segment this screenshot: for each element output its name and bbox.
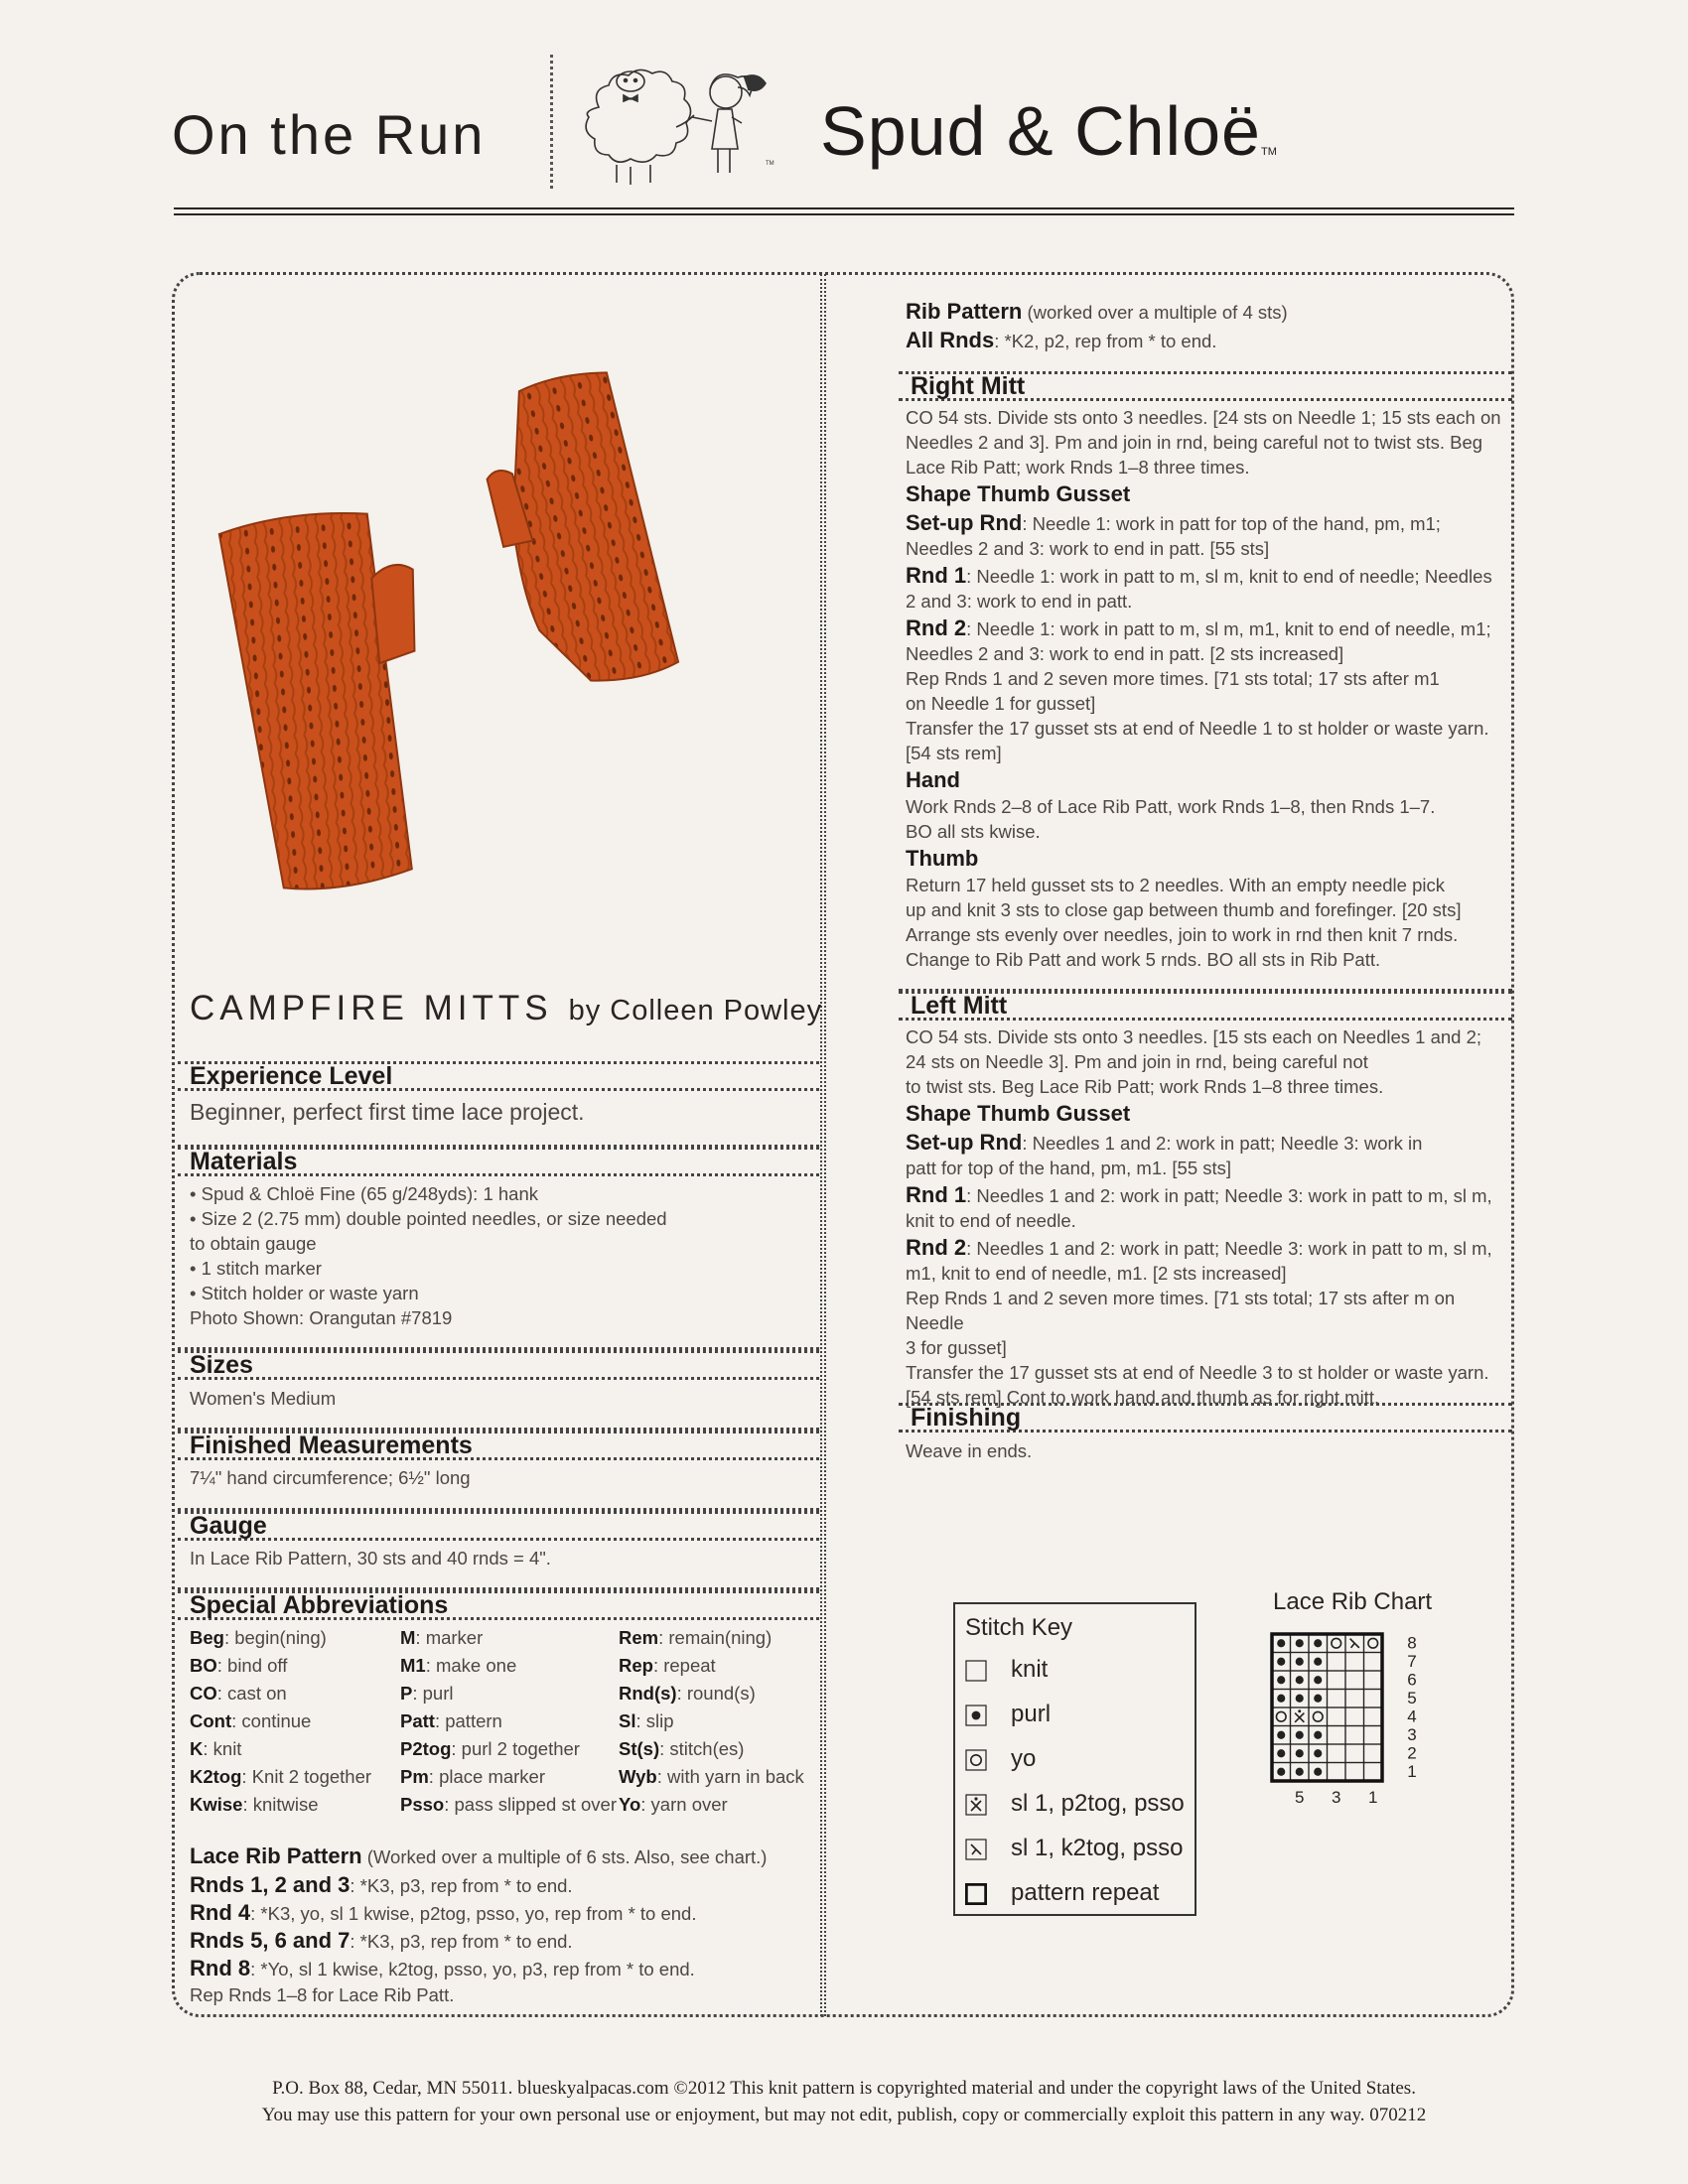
- abbreviation-key: Yo: [619, 1794, 641, 1815]
- rnd-1-text: : Needles 1 and 2: work in patt; Needle 3: work in patt to m, sl m,: [966, 1185, 1492, 1206]
- lace-rib-row-text: : *K3, yo, sl 1 kwise, p2tog, psso, yo, rep from * to end.: [250, 1903, 697, 1924]
- materials-line: • Stitch holder or waste yarn: [190, 1283, 419, 1303]
- lace-rib-row: [190, 1927, 815, 1955]
- lace-rib-row: [190, 1899, 815, 1927]
- instruction-line: CO 54 sts. Divide sts onto 3 needles. [24 sts on Needle 1; 15 sts each on: [906, 407, 1501, 428]
- header-rule: [174, 207, 1514, 215]
- abbreviation-value: : pass slipped st over: [444, 1794, 617, 1815]
- lace-rib-heading: Lace Rib Pattern: [190, 1843, 362, 1868]
- chart-row-label: 1: [1407, 1761, 1417, 1781]
- setup-rnd-text: : Needle 1: work in patt for top of the hand, pm, m1;: [1022, 513, 1441, 534]
- abbreviation-value: : with yarn in back: [656, 1766, 804, 1787]
- abbreviation-key: Rep: [619, 1655, 653, 1676]
- abbreviation-item: [619, 1763, 804, 1791]
- abbreviation-key: P2tog: [400, 1738, 452, 1759]
- materials-line: • Size 2 (2.75 mm) double pointed needles, or size needed: [190, 1208, 667, 1229]
- thumb-heading: Thumb: [906, 846, 979, 871]
- chart-cell-purl: [1309, 1763, 1328, 1782]
- abbreviation-key: P: [400, 1683, 413, 1704]
- abbreviation-value: : round(s): [676, 1683, 756, 1704]
- chart-cell-purl: [1291, 1653, 1310, 1672]
- chart-cell-purl: [1291, 1763, 1310, 1782]
- abbreviation-key: K: [190, 1738, 204, 1759]
- abbreviation-item: [190, 1707, 311, 1735]
- abbreviation-item: [400, 1624, 483, 1652]
- abbreviation-item: [190, 1791, 319, 1819]
- materials-line: • Spud & Chloë Fine (65 g/248yds): 1 hank: [190, 1183, 538, 1204]
- abbreviation-value: : place marker: [428, 1766, 546, 1787]
- abbreviation-item: [400, 1680, 453, 1707]
- lace-rib-row-label: Rnd 4: [190, 1900, 251, 1925]
- abbreviation-key: M: [400, 1627, 416, 1648]
- instruction-line: Rep Rnds 1 and 2 seven more times. [71 sts total; 17 sts after m1: [906, 668, 1440, 689]
- chart-cell-sl1-k2tog-psso: [1345, 1634, 1364, 1653]
- footer-line-2: You may use this pattern for your own personal use or enjoyment, but may not edit, publish, copy or commercially exploit this pattern in any way. 070212: [261, 2105, 1427, 2125]
- instruction-line: patt for top of the hand, pm, m1. [55 sts]: [906, 1158, 1232, 1178]
- shape-thumb-gusset-heading: Shape Thumb Gusset: [906, 1101, 1131, 1126]
- abbreviation-value: : yarn over: [640, 1794, 728, 1815]
- abbreviation-item: [619, 1735, 744, 1763]
- abbreviation-value: : purl 2 together: [451, 1738, 580, 1759]
- abbreviation-item: [400, 1707, 502, 1735]
- stitch-key-title: Stitch Key: [965, 1614, 1073, 1641]
- pattern-name: CAMPFIRE MITTS: [190, 989, 553, 1027]
- abbreviation-value: : make one: [425, 1655, 517, 1676]
- lace-rib-pattern: [190, 1843, 815, 2008]
- instruction-line: up and knit 3 sts to close gap between thumb and forefinger. [20 sts]: [906, 899, 1462, 920]
- pattern-repeat-symbol-icon: [965, 1883, 987, 1905]
- finished-heading: Finished Measurements: [178, 1431, 819, 1460]
- right-mitt-heading: Right Mitt: [899, 371, 1512, 401]
- instruction-line: Work Rnds 2–8 of Lace Rib Patt, work Rnds 1–8, then Rnds 1–7.: [906, 796, 1436, 817]
- abbreviation-key: Rem: [619, 1627, 659, 1648]
- abbreviation-item: [190, 1652, 287, 1680]
- abbreviation-key: Beg: [190, 1627, 224, 1648]
- knit-symbol-icon: [965, 1660, 987, 1682]
- abbreviation-value: : bind off: [216, 1655, 288, 1676]
- abbreviation-value: : slip: [635, 1710, 674, 1731]
- instruction-line: [54 sts rem]: [906, 743, 1002, 763]
- abbreviation-key: Wyb: [619, 1766, 657, 1787]
- lace-rib-row-label: Rnd 8: [190, 1956, 251, 1980]
- chart-cell-purl: [1309, 1744, 1328, 1763]
- instruction-line: Needles 2 and 3]. Pm and join in rnd, being careful not to twist sts. Beg: [906, 432, 1483, 453]
- experience-text: Beginner, perfect first time lace project.: [190, 1099, 585, 1125]
- mitts-photo: [213, 352, 789, 938]
- setup-rnd-label: Set-up Rnd: [906, 1130, 1023, 1155]
- chart-cell-sl1-p2tog-psso: [1291, 1707, 1310, 1726]
- rnd-2-label: Rnd 2: [906, 1235, 967, 1260]
- instruction-line: Lace Rib Patt; work Rnds 1–8 three times.: [906, 457, 1250, 478]
- chart-row-label: 3: [1407, 1724, 1417, 1744]
- chart-cell-purl: [1291, 1671, 1310, 1690]
- abbreviation-key: K2tog: [190, 1766, 242, 1787]
- chart-title: Lace Rib Chart: [1273, 1588, 1433, 1615]
- chart-row-label: 5: [1407, 1688, 1417, 1707]
- abbreviation-value: : knit: [203, 1738, 242, 1759]
- chart-cell-purl: [1291, 1744, 1310, 1763]
- abbreviation-value: : pattern: [434, 1710, 502, 1731]
- chart-cell-knit: [1364, 1690, 1383, 1708]
- instruction-line: 2 and 3: work to end in patt.: [906, 591, 1133, 612]
- setup-rnd-instruction: [906, 510, 1513, 536]
- abbreviation-value: : begin(ning): [223, 1627, 327, 1648]
- abbreviation-key: Patt: [400, 1710, 435, 1731]
- instruction-line: Change to Rib Patt and work 5 rnds. BO all sts in Rib Patt.: [906, 949, 1381, 970]
- abbreviation-value: : marker: [415, 1627, 484, 1648]
- abbreviation-value: : repeat: [652, 1655, 716, 1676]
- chart-cell-knit: [1345, 1690, 1364, 1708]
- chart-cell-knit: [1328, 1744, 1346, 1763]
- materials-list: [190, 1181, 667, 1330]
- instruction-line: Arrange sts evenly over needles, join to work in rnd then knit 7 rnds.: [906, 924, 1459, 945]
- chart-cell-knit: [1364, 1763, 1383, 1782]
- chart-cell-knit: [1345, 1763, 1364, 1782]
- abbreviation-key: Psso: [400, 1794, 445, 1815]
- chart-cell-purl: [1291, 1634, 1310, 1653]
- instruction-line: [54 sts rem] Cont to work hand and thumb as for right mitt.: [906, 1387, 1380, 1408]
- rib-heading: Rib Pattern: [906, 299, 1023, 324]
- abbreviation-item: [190, 1763, 371, 1791]
- chart-cell-knit: [1345, 1653, 1364, 1672]
- series-title: On the Run: [172, 103, 487, 166]
- abbreviation-item: [400, 1735, 580, 1763]
- chart-cell-knit: [1364, 1707, 1383, 1726]
- gauge-text: In Lace Rib Pattern, 30 sts and 40 rnds = 4".: [190, 1548, 551, 1569]
- instruction-line: CO 54 sts. Divide sts onto 3 needles. [15 sts each on Needles 1 and 2;: [906, 1026, 1482, 1047]
- abbreviation-key: Cont: [190, 1710, 232, 1731]
- instruction-line: 3 for gusset]: [906, 1337, 1007, 1358]
- rnd-1-label: Rnd 1: [906, 1182, 967, 1207]
- abbreviation-item: [190, 1624, 327, 1652]
- rib-all-rnds-label: All Rnds: [906, 328, 995, 352]
- abbreviation-value: : stitch(es): [659, 1738, 745, 1759]
- sheep-and-girl-logo: [579, 58, 782, 192]
- instruction-line: Needles 2 and 3: work to end in patt. [55 sts]: [906, 538, 1270, 559]
- chart-cell-knit: [1364, 1653, 1383, 1672]
- brand-name: Spud & Chloë: [820, 92, 1261, 170]
- chart-cell-yo: [1272, 1707, 1291, 1726]
- chart-cell-purl: [1272, 1744, 1291, 1763]
- rnd-2-text: : Needles 1 and 2: work in patt; Needle 3: work in patt to m, sl m,: [966, 1238, 1492, 1259]
- instruction-line: Return 17 held gusset sts to 2 needles. With an empty needle pick: [906, 875, 1445, 895]
- stitch-key-label: yo: [1011, 1745, 1037, 1772]
- left-mitt-heading: Left Mitt: [899, 991, 1512, 1021]
- abbreviation-item: [619, 1680, 756, 1707]
- chart-row-label: 6: [1407, 1670, 1417, 1690]
- abbreviation-value: : continue: [231, 1710, 312, 1731]
- instruction-line: BO all sts kwise.: [906, 821, 1041, 842]
- chart-cell-knit: [1345, 1671, 1364, 1690]
- stitch-key-label: knit: [1011, 1656, 1049, 1683]
- instruction-line: to twist sts. Beg Lace Rib Patt; work Rnds 1–8 three times.: [906, 1076, 1384, 1097]
- chart-col-label: 1: [1368, 1788, 1378, 1807]
- abbreviation-item: [619, 1791, 728, 1819]
- rib-note: (worked over a multiple of 4 sts): [1027, 302, 1288, 323]
- finished-text: 7¼" hand circumference; 6½" long: [190, 1467, 471, 1488]
- setup-rnd-label: Set-up Rnd: [906, 510, 1023, 535]
- chart-row-label: 8: [1407, 1633, 1417, 1653]
- abbreviation-key: CO: [190, 1683, 217, 1704]
- abbreviation-key: Sl: [619, 1710, 636, 1731]
- lace-rib-row-text: : *K3, p3, rep from * to end.: [350, 1931, 573, 1952]
- chart-cell-yo: [1364, 1634, 1383, 1653]
- lace-rib-row-text: : *K3, p3, rep from * to end.: [350, 1875, 573, 1896]
- stitch-key: [953, 1602, 1196, 1916]
- abbreviations-heading: Special Abbreviations: [178, 1590, 819, 1620]
- materials-line: to obtain gauge: [190, 1233, 317, 1254]
- chart-cell-yo: [1309, 1707, 1328, 1726]
- brand-tm: TM: [1260, 146, 1277, 158]
- yo-symbol-icon: [965, 1749, 987, 1771]
- chart-cell-purl: [1291, 1726, 1310, 1745]
- finishing-heading: Finishing: [899, 1403, 1512, 1433]
- lace-rib-row-text: : *Yo, sl 1 kwise, k2tog, psso, yo, p3, rep from * to end.: [250, 1959, 695, 1979]
- abbreviation-key: Pm: [400, 1766, 429, 1787]
- chart-cell-knit: [1345, 1726, 1364, 1745]
- sl1-k2tog-psso-symbol-icon: [965, 1839, 987, 1860]
- lace-rib-row-label: Rnds 5, 6 and 7: [190, 1928, 351, 1953]
- abbreviation-value: : purl: [412, 1683, 454, 1704]
- sl1-p2tog-psso-symbol-icon: [965, 1794, 987, 1816]
- rnd-2-label: Rnd 2: [906, 615, 967, 640]
- rnd-1-instruction: [906, 1182, 1513, 1208]
- chart-cell-knit: [1364, 1726, 1383, 1745]
- instruction-line: Transfer the 17 gusset sts at end of Needle 1 to st holder or waste yarn.: [906, 718, 1489, 739]
- page-header: [0, 0, 1688, 228]
- abbreviation-value: : Knit 2 together: [241, 1766, 372, 1787]
- chart-cell-purl: [1309, 1690, 1328, 1708]
- rnd-2-text: : Needle 1: work in patt to m, sl m, m1, knit to end of needle, m1;: [966, 618, 1491, 639]
- instruction-line: Transfer the 17 gusset sts at end of Needle 3 to st holder or waste yarn.: [906, 1362, 1489, 1383]
- chart-cell-purl: [1309, 1671, 1328, 1690]
- lace-rib-row: [190, 1955, 815, 1982]
- instruction-line: 24 sts on Needle 3]. Pm and join in rnd, being careful not: [906, 1051, 1368, 1072]
- abbreviation-value: : remain(ning): [658, 1627, 773, 1648]
- lace-rib-rows: [190, 1871, 815, 1982]
- materials-heading: Materials: [178, 1147, 819, 1176]
- pattern-byline: by Colleen Powley: [568, 995, 823, 1026]
- lace-rib-chart: [1266, 1628, 1445, 1827]
- abbreviation-item: [619, 1624, 772, 1652]
- chart-cell-purl: [1272, 1690, 1291, 1708]
- instruction-line: Rep Rnds 1 and 2 seven more times. [71 sts total; 17 sts after m on Needle: [906, 1288, 1456, 1333]
- instruction-line: on Needle 1 for gusset]: [906, 693, 1096, 714]
- chart-cell-purl: [1309, 1653, 1328, 1672]
- svg-text:TM: TM: [766, 161, 774, 167]
- chart-cell-purl: [1272, 1726, 1291, 1745]
- rnd-1-text: : Needle 1: work in patt to m, sl m, knit to end of needle; Needles: [966, 566, 1492, 587]
- materials-line: • 1 stitch marker: [190, 1258, 322, 1279]
- rnd-2-instruction: [906, 1235, 1513, 1261]
- abbreviations-grid: [190, 1624, 825, 1813]
- stitch-key-label: purl: [1011, 1701, 1052, 1727]
- sizes-text: Women's Medium: [190, 1388, 337, 1409]
- abbreviation-value: : knitwise: [242, 1794, 319, 1815]
- purl-symbol-icon: [965, 1705, 987, 1726]
- abbreviation-item: [400, 1652, 516, 1680]
- materials-line: Photo Shown: Orangutan #7819: [190, 1307, 453, 1328]
- lace-rib-note: (Worked over a multiple of 6 sts. Also, see chart.): [366, 1846, 768, 1867]
- chart-cell-purl: [1272, 1634, 1291, 1653]
- chart-col-label: 3: [1332, 1788, 1341, 1807]
- chart-cell-purl: [1309, 1726, 1328, 1745]
- rib-pattern: [906, 298, 1511, 355]
- chart-row-label: 7: [1407, 1651, 1417, 1671]
- stitch-key-label: pattern repeat: [1011, 1879, 1160, 1906]
- chart-cell-knit: [1364, 1671, 1383, 1690]
- instruction-line: m1, knit to end of needle, m1. [2 sts increased]: [906, 1263, 1287, 1284]
- abbreviation-key: Rnd(s): [619, 1683, 677, 1704]
- abbreviation-item: [400, 1791, 617, 1819]
- chart-cell-purl: [1272, 1653, 1291, 1672]
- abbreviation-key: BO: [190, 1655, 217, 1676]
- rib-all-rnds-text: : *K2, p2, rep from * to end.: [994, 331, 1217, 351]
- abbreviation-key: St(s): [619, 1738, 660, 1759]
- chart-cell-knit: [1345, 1744, 1364, 1763]
- abbreviation-key: Kwise: [190, 1794, 243, 1815]
- finishing-text: Weave in ends.: [906, 1440, 1033, 1461]
- left-mitt-body: [906, 1024, 1513, 1410]
- footer-line-1: P.O. Box 88, Cedar, MN 55011. blueskyalpacas.com ©2012 This knit pattern is copyrighted material and under the copyright laws of the United States.: [272, 2078, 1416, 2099]
- chart-cell-knit: [1328, 1671, 1346, 1690]
- chart-cell-knit: [1328, 1653, 1346, 1672]
- shape-thumb-gusset-heading: Shape Thumb Gusset: [906, 481, 1131, 506]
- abbreviation-item: [190, 1735, 241, 1763]
- chart-cell-purl: [1291, 1690, 1310, 1708]
- chart-cell-knit: [1328, 1707, 1346, 1726]
- instruction-line: Needles 2 and 3: work to end in patt. [2 sts increased]: [906, 643, 1344, 664]
- chart-row-label: 2: [1407, 1743, 1417, 1763]
- chart-cell-knit: [1328, 1763, 1346, 1782]
- stitch-key-label: sl 1, p2tog, psso: [1011, 1790, 1185, 1817]
- chart-cell-knit: [1345, 1707, 1364, 1726]
- instruction-line: knit to end of needle.: [906, 1210, 1076, 1231]
- abbreviation-item: [190, 1680, 287, 1707]
- chart-row-label: 4: [1407, 1706, 1417, 1726]
- stitch-key-label: sl 1, k2tog, psso: [1011, 1835, 1184, 1861]
- chart-cell-purl: [1309, 1634, 1328, 1653]
- abbreviation-item: [400, 1763, 545, 1791]
- hand-heading: Hand: [906, 767, 960, 792]
- experience-heading: Experience Level: [178, 1061, 819, 1091]
- rnd-1-instruction: [906, 563, 1513, 589]
- abbreviation-item: [619, 1652, 716, 1680]
- chart-cell-yo: [1328, 1634, 1346, 1653]
- chart-cell-knit: [1328, 1690, 1346, 1708]
- setup-rnd-instruction: [906, 1130, 1513, 1156]
- sizes-heading: Sizes: [178, 1350, 819, 1380]
- lace-rib-row-label: Rnds 1, 2 and 3: [190, 1872, 351, 1897]
- gauge-heading: Gauge: [178, 1511, 819, 1541]
- abbreviation-item: [619, 1707, 674, 1735]
- chart-cell-purl: [1272, 1671, 1291, 1690]
- page-footer: [0, 2075, 1688, 2128]
- abbreviation-key: M1: [400, 1655, 426, 1676]
- right-mitt-body: [906, 405, 1513, 972]
- chart-col-label: 5: [1295, 1788, 1305, 1807]
- lace-rib-row: [190, 1871, 815, 1899]
- lace-rib-footer: Rep Rnds 1–8 for Lace Rib Patt.: [190, 1984, 455, 2005]
- chart-cell-knit: [1364, 1744, 1383, 1763]
- pattern-title: [190, 989, 822, 1028]
- brand-logo-text: [820, 91, 1277, 171]
- chart-cell-purl: [1272, 1763, 1291, 1782]
- rnd-1-label: Rnd 1: [906, 563, 967, 588]
- chart-cell-knit: [1328, 1726, 1346, 1745]
- setup-rnd-text: : Needles 1 and 2: work in patt; Needle 3: work in: [1022, 1133, 1423, 1154]
- rnd-2-instruction: [906, 615, 1513, 641]
- header-divider: [550, 55, 553, 189]
- abbreviation-value: : cast on: [216, 1683, 287, 1704]
